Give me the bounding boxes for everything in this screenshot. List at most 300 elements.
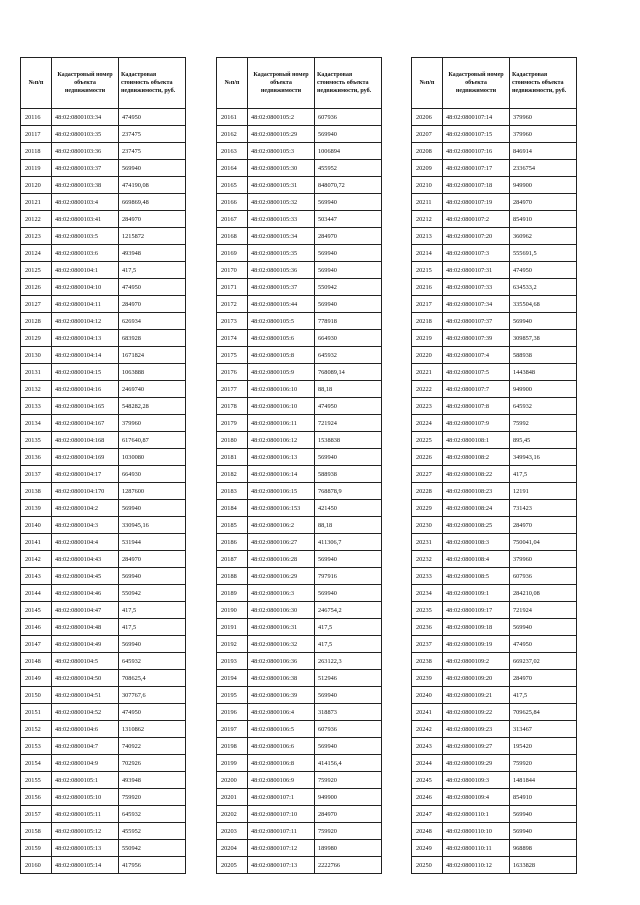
row-number: 20143 [21, 568, 52, 585]
row-number: 20194 [217, 670, 248, 687]
cadastral-value: 759920 [119, 789, 186, 806]
cadastral-number: 48:02:0800105:12 [52, 823, 119, 840]
cadastral-value: 474950 [510, 636, 577, 653]
cadastral-value: 284970 [119, 551, 186, 568]
table-row [217, 364, 382, 381]
row-number: 20124 [21, 245, 52, 262]
table-row [217, 109, 382, 126]
cadastral-number: 48:02:0800104:45 [52, 568, 119, 585]
cadastral-number: 48:02:0800106:2 [248, 517, 315, 534]
cadastral-value: 895,45 [510, 432, 577, 449]
row-number: 20169 [217, 245, 248, 262]
cadastral-number: 48:02:0800103:5 [52, 228, 119, 245]
cadastral-number: 48:02:0800108:4 [443, 551, 510, 568]
table-row [217, 415, 382, 432]
cadastral-number: 48:02:0800103:38 [52, 177, 119, 194]
row-number: 20230 [412, 517, 443, 534]
cadastral-number: 48:02:0800107:5 [443, 364, 510, 381]
table-row [21, 160, 186, 177]
cadastral-value: 854910 [510, 211, 577, 228]
row-number: 20138 [21, 483, 52, 500]
table-row [412, 840, 577, 857]
cadastral-number: 48:02:0800104:9 [52, 755, 119, 772]
row-number: 20151 [21, 704, 52, 721]
table-row [21, 296, 186, 313]
cadastral-value: 417,5 [510, 687, 577, 704]
cadastral-number: 48:02:0800107:17 [443, 160, 510, 177]
table-row [217, 347, 382, 364]
cadastral-value: 569940 [315, 245, 382, 262]
cadastral-number: 48:02:0800106:14 [248, 466, 315, 483]
cadastral-value: 309857,38 [510, 330, 577, 347]
table-row [21, 313, 186, 330]
cadastral-number: 48:02:0800106:10 [248, 398, 315, 415]
table-row [412, 347, 577, 364]
cadastral-value: 750041,04 [510, 534, 577, 551]
table-row [217, 602, 382, 619]
row-number: 20220 [412, 347, 443, 364]
row-number: 20215 [412, 262, 443, 279]
row-number: 20186 [217, 534, 248, 551]
cadastral-number: 48:02:0800106:10 [248, 381, 315, 398]
cadastral-value: 246754,2 [315, 602, 382, 619]
row-number: 20171 [217, 279, 248, 296]
cadastral-value: 768089,14 [315, 364, 382, 381]
row-number: 20239 [412, 670, 443, 687]
cadastral-value: 645932 [119, 806, 186, 823]
row-number: 20167 [217, 211, 248, 228]
row-number: 20146 [21, 619, 52, 636]
cadastral-value: 284970 [119, 296, 186, 313]
table-row [412, 109, 577, 126]
table-row [21, 262, 186, 279]
header-cell-number: №п/п [412, 58, 443, 109]
table-row [217, 194, 382, 211]
row-number: 20154 [21, 755, 52, 772]
cadastral-number: 48:02:0800109:22 [443, 704, 510, 721]
row-number: 20163 [217, 143, 248, 160]
cadastral-number: 48:02:0800104:167 [52, 415, 119, 432]
table-row [21, 534, 186, 551]
cadastral-number: 48:02:0800109:21 [443, 687, 510, 704]
table-row [21, 840, 186, 857]
table-row [21, 364, 186, 381]
table-row [21, 279, 186, 296]
cadastral-number: 48:02:0800106:27 [248, 534, 315, 551]
row-number: 20245 [412, 772, 443, 789]
header-cell-number: №п/п [217, 58, 248, 109]
cadastral-value: 1633828 [510, 857, 577, 874]
cadastral-value: 569940 [510, 823, 577, 840]
cadastral-value: 854910 [510, 789, 577, 806]
row-number: 20190 [217, 602, 248, 619]
cadastral-value: 417,5 [315, 619, 382, 636]
table-row [412, 517, 577, 534]
cadastral-value: 1310862 [119, 721, 186, 738]
table-row [21, 126, 186, 143]
table-row [21, 806, 186, 823]
cadastral-number: 48:02:0800103:36 [52, 143, 119, 160]
table-row [21, 177, 186, 194]
row-number: 20218 [412, 313, 443, 330]
table-row [217, 279, 382, 296]
cadastral-value: 569940 [315, 194, 382, 211]
table-row [217, 704, 382, 721]
row-number: 20250 [412, 857, 443, 874]
cadastral-number: 48:02:0800104:15 [52, 364, 119, 381]
row-number: 20172 [217, 296, 248, 313]
cadastral-value: 569940 [119, 500, 186, 517]
cadastral-number: 48:02:0800104:4 [52, 534, 119, 551]
cadastral-number: 48:02:0800108:23 [443, 483, 510, 500]
table-row [217, 262, 382, 279]
row-number: 20236 [412, 619, 443, 636]
row-number: 20216 [412, 279, 443, 296]
table-row [217, 296, 382, 313]
table-row [412, 279, 577, 296]
cadastral-number: 48:02:0800106:28 [248, 551, 315, 568]
cadastral-number: 48:02:0800107:12 [248, 840, 315, 857]
cadastral-number: 48:02:0800107:9 [443, 415, 510, 432]
cadastral-number: 48:02:0800109:1 [443, 585, 510, 602]
cadastral-value: 379960 [510, 126, 577, 143]
table-row [21, 449, 186, 466]
header-cell-cadastral-value: Кадастровая стоимость объекта недвижимости, руб. [315, 58, 382, 109]
row-number: 20238 [412, 653, 443, 670]
cadastral-value: 569940 [315, 262, 382, 279]
cadastral-number: 48:02:0800109:19 [443, 636, 510, 653]
row-number: 20207 [412, 126, 443, 143]
cadastral-number: 48:02:0800104:168 [52, 432, 119, 449]
cadastral-value: 330945,16 [119, 517, 186, 534]
cadastral-number: 48:02:0800107:13 [248, 857, 315, 874]
cadastral-number: 48:02:0800104:48 [52, 619, 119, 636]
row-number: 20203 [217, 823, 248, 840]
table-row [21, 551, 186, 568]
cadastral-number: 48:02:0800108:25 [443, 517, 510, 534]
cadastral-value: 846914 [510, 143, 577, 160]
table-row [217, 177, 382, 194]
row-number: 20140 [21, 517, 52, 534]
row-number: 20221 [412, 364, 443, 381]
table-row [412, 466, 577, 483]
cadastral-number: 48:02:0800104:6 [52, 721, 119, 738]
row-number: 20168 [217, 228, 248, 245]
row-number: 20121 [21, 194, 52, 211]
cadastral-value: 474190,08 [119, 177, 186, 194]
row-number: 20116 [21, 109, 52, 126]
table-row [412, 534, 577, 551]
table-row [217, 313, 382, 330]
cadastral-value: 683928 [119, 330, 186, 347]
cadastral-number: 48:02:0800107:18 [443, 177, 510, 194]
table-row [217, 143, 382, 160]
row-number: 20247 [412, 806, 443, 823]
cadastral-number: 48:02:0800105:5 [248, 313, 315, 330]
table-row [217, 500, 382, 517]
table-row [217, 721, 382, 738]
cadastral-number: 48:02:0800104:43 [52, 551, 119, 568]
row-number: 20150 [21, 687, 52, 704]
row-number: 20149 [21, 670, 52, 687]
table-row [217, 789, 382, 806]
row-number: 20208 [412, 143, 443, 160]
cadastral-value: 607936 [315, 109, 382, 126]
table-row [412, 721, 577, 738]
cadastral-value: 75992 [510, 415, 577, 432]
row-number: 20195 [217, 687, 248, 704]
row-number: 20126 [21, 279, 52, 296]
cadastral-number: 48:02:0800108:22 [443, 466, 510, 483]
cadastral-number: 48:02:0800106:31 [248, 619, 315, 636]
cadastral-number: 48:02:0800107:11 [248, 823, 315, 840]
row-number: 20223 [412, 398, 443, 415]
cadastral-value: 721924 [510, 602, 577, 619]
cadastral-value: 569940 [315, 449, 382, 466]
row-number: 20201 [217, 789, 248, 806]
row-number: 20198 [217, 738, 248, 755]
table-row [21, 245, 186, 262]
table-row [21, 636, 186, 653]
cadastral-number: 48:02:0800104:5 [52, 653, 119, 670]
row-number: 20144 [21, 585, 52, 602]
row-number: 20139 [21, 500, 52, 517]
cadastral-value: 284970 [315, 806, 382, 823]
table-row [412, 823, 577, 840]
cadastral-value: 1671824 [119, 347, 186, 364]
row-number: 20157 [21, 806, 52, 823]
row-number: 20206 [412, 109, 443, 126]
cadastral-value: 626934 [119, 313, 186, 330]
row-number: 20224 [412, 415, 443, 432]
table-row [412, 415, 577, 432]
table-row [217, 449, 382, 466]
table-row [412, 398, 577, 415]
cadastral-value: 634533,2 [510, 279, 577, 296]
cadastral-value: 848070,72 [315, 177, 382, 194]
cadastral-number: 48:02:0800109:27 [443, 738, 510, 755]
cadastral-number: 48:02:0800103:41 [52, 211, 119, 228]
cadastral-number: 48:02:0800104:13 [52, 330, 119, 347]
cadastral-number: 48:02:0800104:17 [52, 466, 119, 483]
table-row [21, 143, 186, 160]
cadastral-number: 48:02:0800105:6 [248, 330, 315, 347]
table-header-row [217, 58, 382, 109]
cadastral-value: 731423 [510, 500, 577, 517]
cadastral-number: 48:02:0800105:36 [248, 262, 315, 279]
row-number: 20155 [21, 772, 52, 789]
cadastral-value: 417956 [119, 857, 186, 874]
row-number: 20193 [217, 653, 248, 670]
row-number: 20129 [21, 330, 52, 347]
table-row [21, 398, 186, 415]
row-number: 20145 [21, 602, 52, 619]
cadastral-value: 417,5 [315, 636, 382, 653]
row-number: 20117 [21, 126, 52, 143]
cadastral-value: 759920 [315, 772, 382, 789]
table-row [412, 704, 577, 721]
cadastral-number: 48:02:0800104:1 [52, 262, 119, 279]
cadastral-number: 48:02:0800105:3 [248, 143, 315, 160]
row-number: 20188 [217, 568, 248, 585]
cadastral-value: 493948 [119, 245, 186, 262]
cadastral-number: 48:02:0800104:52 [52, 704, 119, 721]
row-number: 20134 [21, 415, 52, 432]
row-number: 20153 [21, 738, 52, 755]
cadastral-number: 48:02:0800106:6 [248, 738, 315, 755]
cadastral-value: 645932 [119, 653, 186, 670]
row-number: 20118 [21, 143, 52, 160]
row-number: 20197 [217, 721, 248, 738]
cadastral-value: 588938 [510, 347, 577, 364]
cadastral-value: 740922 [119, 738, 186, 755]
row-number: 20135 [21, 432, 52, 449]
cadastral-value: 1443848 [510, 364, 577, 381]
cadastral-value: 1538838 [315, 432, 382, 449]
cadastral-value: 569940 [315, 296, 382, 313]
table-row [412, 670, 577, 687]
row-number: 20182 [217, 466, 248, 483]
table-row [412, 432, 577, 449]
cadastral-value: 474950 [119, 279, 186, 296]
cadastral-number: 48:02:0800104:165 [52, 398, 119, 415]
cadastral-number: 48:02:0800106:39 [248, 687, 315, 704]
cadastral-number: 48:02:0800105:10 [52, 789, 119, 806]
table-row [217, 636, 382, 653]
table-row [217, 738, 382, 755]
header-cell-number: №п/п [21, 58, 52, 109]
cadastral-number: 48:02:0800109:4 [443, 789, 510, 806]
cadastral-number: 48:02:0800107:19 [443, 194, 510, 211]
row-number: 20147 [21, 636, 52, 653]
table-row [412, 228, 577, 245]
cadastral-value: 1030080 [119, 449, 186, 466]
row-number: 20152 [21, 721, 52, 738]
cadastral-value: 335504,68 [510, 296, 577, 313]
row-number: 20212 [412, 211, 443, 228]
cadastral-number: 48:02:0800107:1 [248, 789, 315, 806]
row-number: 20226 [412, 449, 443, 466]
table-row [412, 585, 577, 602]
cadastral-number: 48:02:0800103:6 [52, 245, 119, 262]
cadastral-value: 318873 [315, 704, 382, 721]
row-number: 20248 [412, 823, 443, 840]
row-number: 20175 [217, 347, 248, 364]
cadastral-value: 669869,48 [119, 194, 186, 211]
cadastral-number: 48:02:0800106:8 [248, 755, 315, 772]
cadastral-value: 195420 [510, 738, 577, 755]
header-cell-cadastral-number: Кадастровый номер объекта недвижимости [52, 58, 119, 109]
row-number: 20142 [21, 551, 52, 568]
cadastral-number: 48:02:0800110:11 [443, 840, 510, 857]
cadastral-value: 2222766 [315, 857, 382, 874]
table-row [412, 806, 577, 823]
table-row [412, 636, 577, 653]
row-number: 20162 [217, 126, 248, 143]
table-row [412, 772, 577, 789]
row-number: 20177 [217, 381, 248, 398]
cadastral-number: 48:02:0800105:30 [248, 160, 315, 177]
cadastral-number: 48:02:0800105:31 [248, 177, 315, 194]
cadastral-value: 531944 [119, 534, 186, 551]
row-number: 20240 [412, 687, 443, 704]
cadastral-number: 48:02:0800105:13 [52, 840, 119, 857]
table-row [412, 177, 577, 194]
cadastral-number: 48:02:0800104:50 [52, 670, 119, 687]
table-row [412, 126, 577, 143]
cadastral-number: 48:02:0800103:35 [52, 126, 119, 143]
table-row [217, 245, 382, 262]
row-number: 20242 [412, 721, 443, 738]
row-number: 20122 [21, 211, 52, 228]
cadastral-value: 759920 [510, 755, 577, 772]
cadastral-number: 48:02:0800104:51 [52, 687, 119, 704]
row-number: 20128 [21, 313, 52, 330]
cadastral-number: 48:02:0800109:17 [443, 602, 510, 619]
table-row [412, 755, 577, 772]
table-row [21, 381, 186, 398]
cadastral-number: 48:02:0800106:11 [248, 415, 315, 432]
table-row [217, 687, 382, 704]
table-row [217, 857, 382, 874]
cadastral-value: 548282,28 [119, 398, 186, 415]
row-number: 20229 [412, 500, 443, 517]
cadastral-number: 48:02:0800106:5 [248, 721, 315, 738]
cadastral-value: 237475 [119, 126, 186, 143]
cadastral-number: 48:02:0800106:4 [248, 704, 315, 721]
row-number: 20156 [21, 789, 52, 806]
row-number: 20161 [217, 109, 248, 126]
row-number: 20173 [217, 313, 248, 330]
table-row [21, 483, 186, 500]
cadastral-value: 512946 [315, 670, 382, 687]
cadastral-number: 48:02:0800107:7 [443, 381, 510, 398]
cadastral-number: 48:02:0800104:46 [52, 585, 119, 602]
cadastral-number: 48:02:0800109:29 [443, 755, 510, 772]
table-row [217, 840, 382, 857]
table-row [217, 823, 382, 840]
row-number: 20231 [412, 534, 443, 551]
cadastral-number: 48:02:0800105:44 [248, 296, 315, 313]
table-row [21, 432, 186, 449]
cadastral-value: 569940 [315, 687, 382, 704]
cadastral-number: 48:02:0800105:1 [52, 772, 119, 789]
cadastral-value: 237475 [119, 143, 186, 160]
row-number: 20131 [21, 364, 52, 381]
table-row [21, 704, 186, 721]
cadastral-value: 555691,5 [510, 245, 577, 262]
row-number: 20205 [217, 857, 248, 874]
row-number: 20164 [217, 160, 248, 177]
cadastral-number: 48:02:0800110:1 [443, 806, 510, 823]
row-number: 20184 [217, 500, 248, 517]
row-number: 20222 [412, 381, 443, 398]
table-row [217, 126, 382, 143]
cadastral-value: 414156,4 [315, 755, 382, 772]
row-number: 20246 [412, 789, 443, 806]
cadastral-value: 968898 [510, 840, 577, 857]
table-row [412, 296, 577, 313]
cadastral-value: 617640,87 [119, 432, 186, 449]
table-row [412, 194, 577, 211]
table-row [217, 568, 382, 585]
cadastral-number: 48:02:0800109:23 [443, 721, 510, 738]
cadastral-value: 569940 [315, 585, 382, 602]
cadastral-number: 48:02:0800106:153 [248, 500, 315, 517]
row-number: 20214 [412, 245, 443, 262]
table-row [412, 653, 577, 670]
cadastral-value: 664930 [315, 330, 382, 347]
